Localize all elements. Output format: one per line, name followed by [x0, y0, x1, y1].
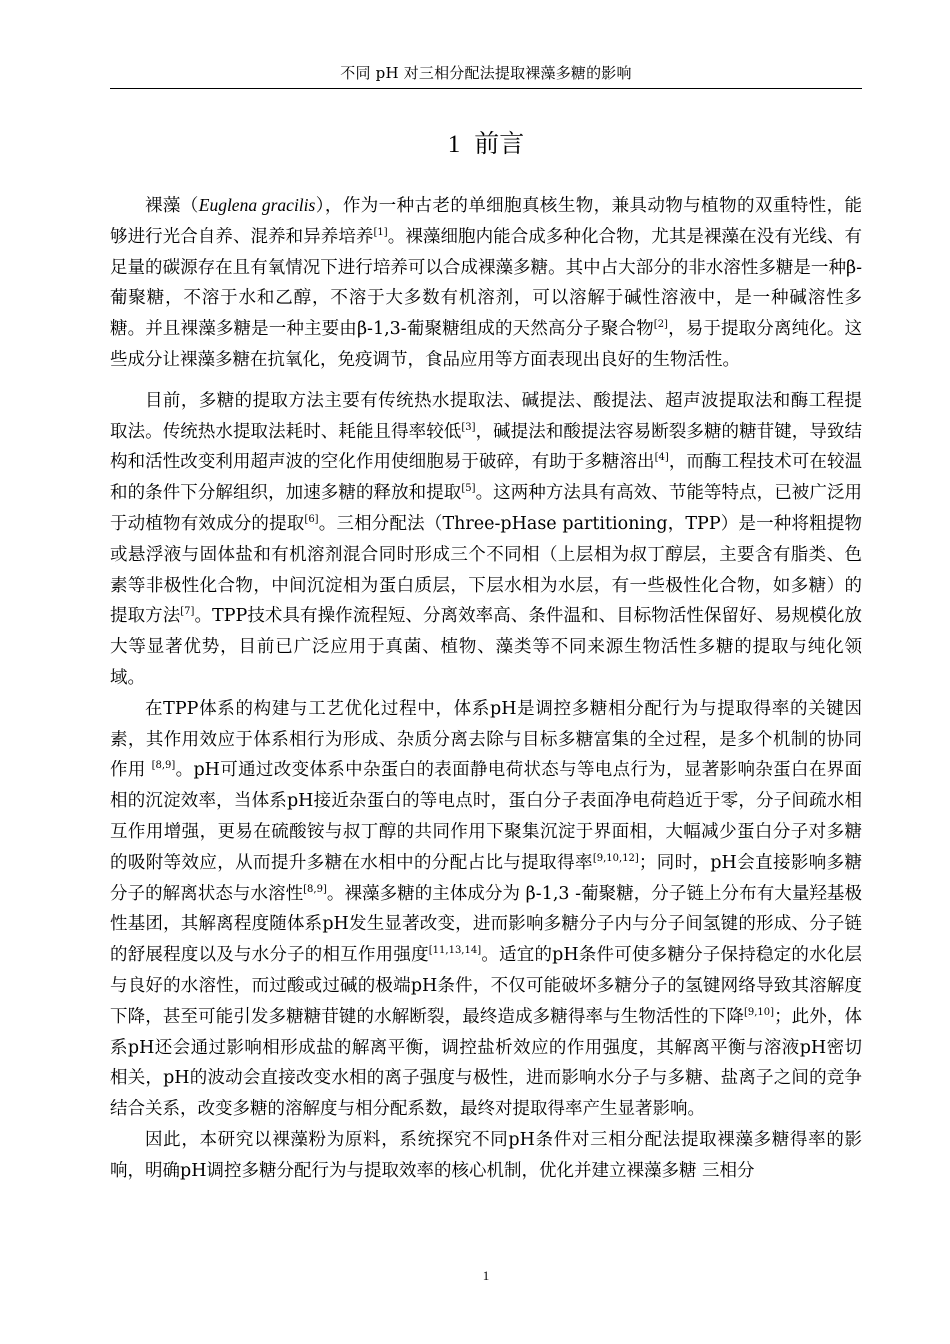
text-run: 。三相分配法（Three-pHase partitioning，TPP）是一种将粗提物或悬浮液与固体盐和有机溶剂混合同时形成三个不同相（上层相为叔丁醇层，主要含有脂类、色素等非极性化合物，中间沉淀相为蛋白质层，下层水相为水层，有一些极性化合物，如多糖）的提取方法 — [110, 513, 862, 627]
citation-ref: [9,10,12] — [592, 852, 639, 864]
text-run: ，易于提取分离纯化。这些成分让裸藻多糖在抗氧化，免疫调节，食品应用等方面表现出良好的生物活性。 — [110, 319, 862, 370]
citation-ref: [2] — [653, 319, 668, 331]
page-number: 1 — [482, 1268, 490, 1283]
text-run: ），作为一种古老的单细胞真核生物，兼具动物与植物的双重特性，能够进行光合自养、混养和异养培养 — [110, 196, 863, 247]
paragraph — [110, 694, 862, 1125]
body-text — [110, 190, 862, 1187]
text-run: 在TPP体系的构建与工艺优化过程中，体系pH是调控多糖相分配行为与提取得率的关键因素，其作用效应于体系相行为形成、杂质分离去除与目标多糖富集的全过程，是多个机制的协同作用 — [110, 698, 862, 781]
citation-ref: [7] — [180, 606, 195, 618]
text-run: ，碱提法和酸提法容易断裂多糖的糖苷键，导致结构和活性改变利用超声波的空化作用使细胞易于破碎，有助于多糖溶出 — [110, 421, 863, 473]
text-run: 。适宜的pH条件可使多糖分子保持稳定的水化层与良好的水溶性，而过酸或过碱的极端pH条件，不仅可能破坏多糖分子的氢键网络导致其溶解度下降，甚至可能引发多糖糖苷键的水解断裂，最终造成多糖得率与生物活性的下降 — [110, 945, 862, 1027]
text-run: 。TPP技术具有操作流程短、分离效率高、条件温和、目标物活性保留好、易规模化放大等显著优势，目前已广泛应用于真菌、植物、藻类等不同来源生物活性多糖的提取与纯化领域。 — [110, 606, 862, 688]
text-run: ，而酶工程技术可在较温和的条件下分解组织，加速多糖的释放和提取 — [110, 452, 863, 504]
citation-ref: [3] — [461, 421, 476, 433]
citation-ref: [8,9] — [151, 760, 176, 772]
text-run: 。pH可通过改变体系中杂蛋白的表面静电荷状态与等电点行为，显著影响杂蛋白在界面相的沉淀效率，当体系pH接近杂蛋白的等电点时，蛋白分子表面净电荷趋近于零，分子间疏水相互作用增强，更易在硫酸铵与叔丁醇的共同作用下聚集沉淀于界面相，大幅减少蛋白分子对多糖的吸附等效应，从而提升多糖在水相中的分配占比与提取得率 — [110, 760, 862, 873]
text-run: 目前，多糖的提取方法主要有传统热水提取法、碱提法、酸提法、超声波提取法和酶工程提取法。传统热水提取法耗时、耗能且得率较低 — [110, 390, 862, 442]
text-run: 。裸藻多糖的主体成分为 β-1,3 -葡聚糖，分子链上分布有大量羟基极性基团，其解离程度随体系pH发生显著改变，进而影响多糖分子内与分子间氢键的形成、分子链的舒展程度以及与水分子的相互作用强度 — [110, 883, 862, 966]
section-heading: 前言 — [474, 129, 525, 158]
citation-ref: [6] — [304, 513, 319, 525]
section-title — [110, 124, 862, 165]
text-run: ；同时，pH会直接影响多糖分子的解离状态与水溶性 — [110, 852, 863, 904]
citation-ref: [8,9] — [303, 883, 327, 895]
text-run: ；此外，体系pH还会通过影响相形成盐的解离平衡，调控盐析效应的作用强度，其解离平衡与溶液pH密切相关，pH的波动会直接改变水相的离子强度与极性，进而影响水分子与多糖、盐离子之间的竞争结合关系，改变多糖的溶解度与相分配系数，最终对提取得率产生显著影响。 — [110, 1006, 863, 1120]
section-number: 1 — [447, 131, 461, 158]
citation-ref: [1] — [373, 226, 388, 238]
header-rule — [110, 88, 862, 89]
paragraph — [110, 1125, 862, 1187]
text-run: 。裸藻细胞内能合成多种化合物，尤其是裸藻在没有光线、有足量的碳源存在且有氧情况下进行培养可以合成裸藻多糖。其中占大部分的非水溶性多糖是一种β-葡聚糖，不溶于水和乙醇，不溶于大多数有机溶剂，可以溶解于碱性溶液中，是一种碱溶性多糖。并且裸藻多糖是一种主要由β-1,3-葡聚糖组成的天然高分子聚合物 — [110, 226, 863, 340]
citation-ref: [9,10] — [743, 1006, 775, 1018]
paragraph — [110, 190, 862, 376]
citation-ref: [5] — [461, 483, 476, 495]
citation-ref: [11,13,14] — [428, 945, 482, 957]
paragraph — [110, 386, 862, 694]
species-name: Euglena gracilis — [198, 195, 316, 215]
running-header: 不同 pH 对三相分配法提取裸藻多糖的影响 — [340, 64, 632, 82]
text-run: 。这两种方法具有高效、节能等特点，已被广泛用于动植物有效成分的提取 — [110, 483, 863, 534]
citation-ref: [4] — [654, 452, 669, 464]
text-run: 因此，本研究以裸藻粉为原料，系统探究不同pH条件对三相分配法提取裸藻多糖得率的影响，明确pH调控多糖分配行为与提取效率的核心机制，优化并建立裸藻多糖 三相分 — [110, 1129, 862, 1181]
text-run: 裸藻（ — [145, 196, 199, 216]
